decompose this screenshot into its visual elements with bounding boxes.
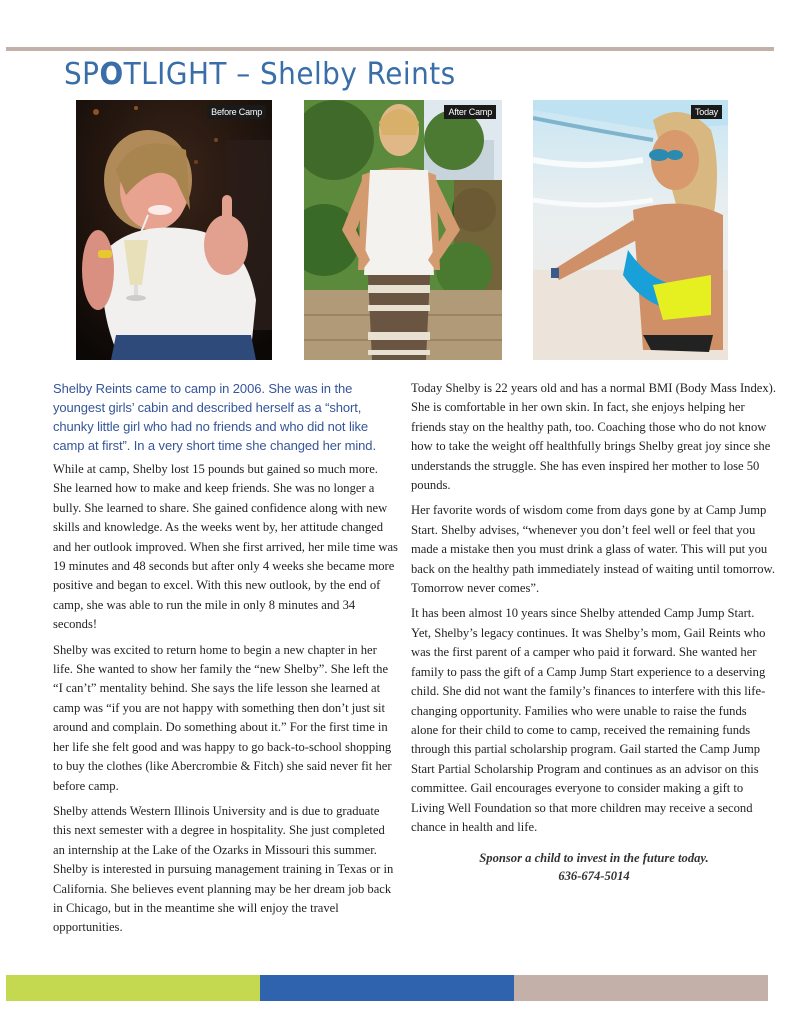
sponsor-callout-text: Sponsor a child to invest in the future today.: [479, 851, 709, 866]
sponsor-phone-number: 636-674-5014: [558, 869, 630, 884]
photo-label-after-camp: After Camp: [444, 105, 496, 119]
body-paragraph: Shelby attends Western Illinois University and is due to graduate this next semester with a degree in hospitality. She just completed an internship at the Lake of the Ozarks in Missouri this summer. Shelby is interested in pursuing management training in Texas or in California. She believes event planning may be her dream job back in Chicago, but in the meantime she will enjoy the travel opportunities.: [53, 803, 394, 935]
photo-label-before-camp: Before Camp: [207, 105, 266, 119]
title-part-sp: SP: [64, 57, 100, 92]
title-part-o: O: [99, 57, 124, 92]
photo-before-camp-image: [76, 100, 272, 360]
sponsor-callout: [411, 849, 777, 885]
photo-today-image: [533, 100, 728, 360]
photo-after-camp: [304, 100, 502, 360]
page-title: [64, 56, 456, 94]
footer-color-bar: [6, 975, 768, 1001]
footer-bar-taupe: [514, 975, 768, 1001]
body-paragraph: While at camp, Shelby lost 15 pounds but gained so much more. She learned how to make and keep friends. She was no longer a bully. She learned to share. She gained confidence along with new skills and knowledge. As the weeks went by, her attitude changed and her outlook improved. When she first arrived, her mile time was 19 minutes and 48 seconds but after only 4 weeks she became more positive and began to excel. With this new outlook, by the end of camp, she was able to run the mile in only 8 minutes and 34 seconds!: [53, 462, 398, 632]
article-column-right: [411, 379, 777, 885]
article-column-left: [53, 379, 399, 944]
photo-after-camp-image: [304, 100, 502, 360]
photo-label-today: Today: [691, 105, 722, 119]
body-paragraph: Her favorite words of wisdom come from days gone by at Camp Jump Start. Shelby advises, “whenever you don’t feel well or feel that you made a mistake then you must drink a glass of water. This will put you back on the healthy path immediately instead of waiting until tomorrow. Tomorrow never comes”.: [411, 503, 775, 596]
photo-before-camp: [76, 100, 272, 360]
footer-bar-blue: [260, 975, 514, 1001]
lead-paragraph: Shelby Reints came to camp in 2006. She was in the youngest girls’ cabin and described herself as a “short, chunky little girl who had no friends and who did not like camp at first”. In a very short time she changed her mind.: [53, 381, 376, 453]
footer-bar-green: [6, 975, 260, 1001]
body-paragraph: Today Shelby is 22 years old and has a normal BMI (Body Mass Index). She is comfortable in her own skin. In fact, she enjoys helping her friends stay on the healthy path, too. Coaching those who do not know how to take the weight off healthfully brings Shelby great joy since she understands the struggle. She has even inspired her mother to lose 50 pounds.: [411, 381, 776, 493]
top-rule-divider: [6, 47, 774, 51]
body-paragraph: Shelby was excited to return home to begin a new chapter in her life. She wanted to show her family the “new Shelby”. She left the “I can’t” mentality behind. She says the life lesson she learned at camp was “if you are not happy with something then don’t just sit around and complain. Do something about it.” For the first time in her life she felt good and was happy to go back-to-school shopping to buy the clothes (like Abercrombie & Fitch) she said never fit her before camp.: [53, 642, 392, 793]
body-paragraph: It has been almost 10 years since Shelby attended Camp Jump Start. Yet, Shelby’s legacy continues. It was Shelby’s mom, Gail Reints who was the first parent of a camper who paid it forward. She wanted her family to pass the gift of a Camp Jump Start experience to a deserving child. She did not want the family’s finances to interfere with this life-changing opportunity. Families who were unable to raise the funds alone for their child to come to camp, received the remaining funds through this partial scholarship program. Gail started the Camp Jump Start Partial Scholarship Program and continues as an advisor on this committee. Gail encourages everyone to consider making a gift to Living Well Foundation so that more children may receive a second chance in health and life.: [411, 606, 766, 834]
photo-today: [533, 100, 728, 360]
title-part-rest: TLIGHT – Shelby Reints: [123, 57, 456, 92]
